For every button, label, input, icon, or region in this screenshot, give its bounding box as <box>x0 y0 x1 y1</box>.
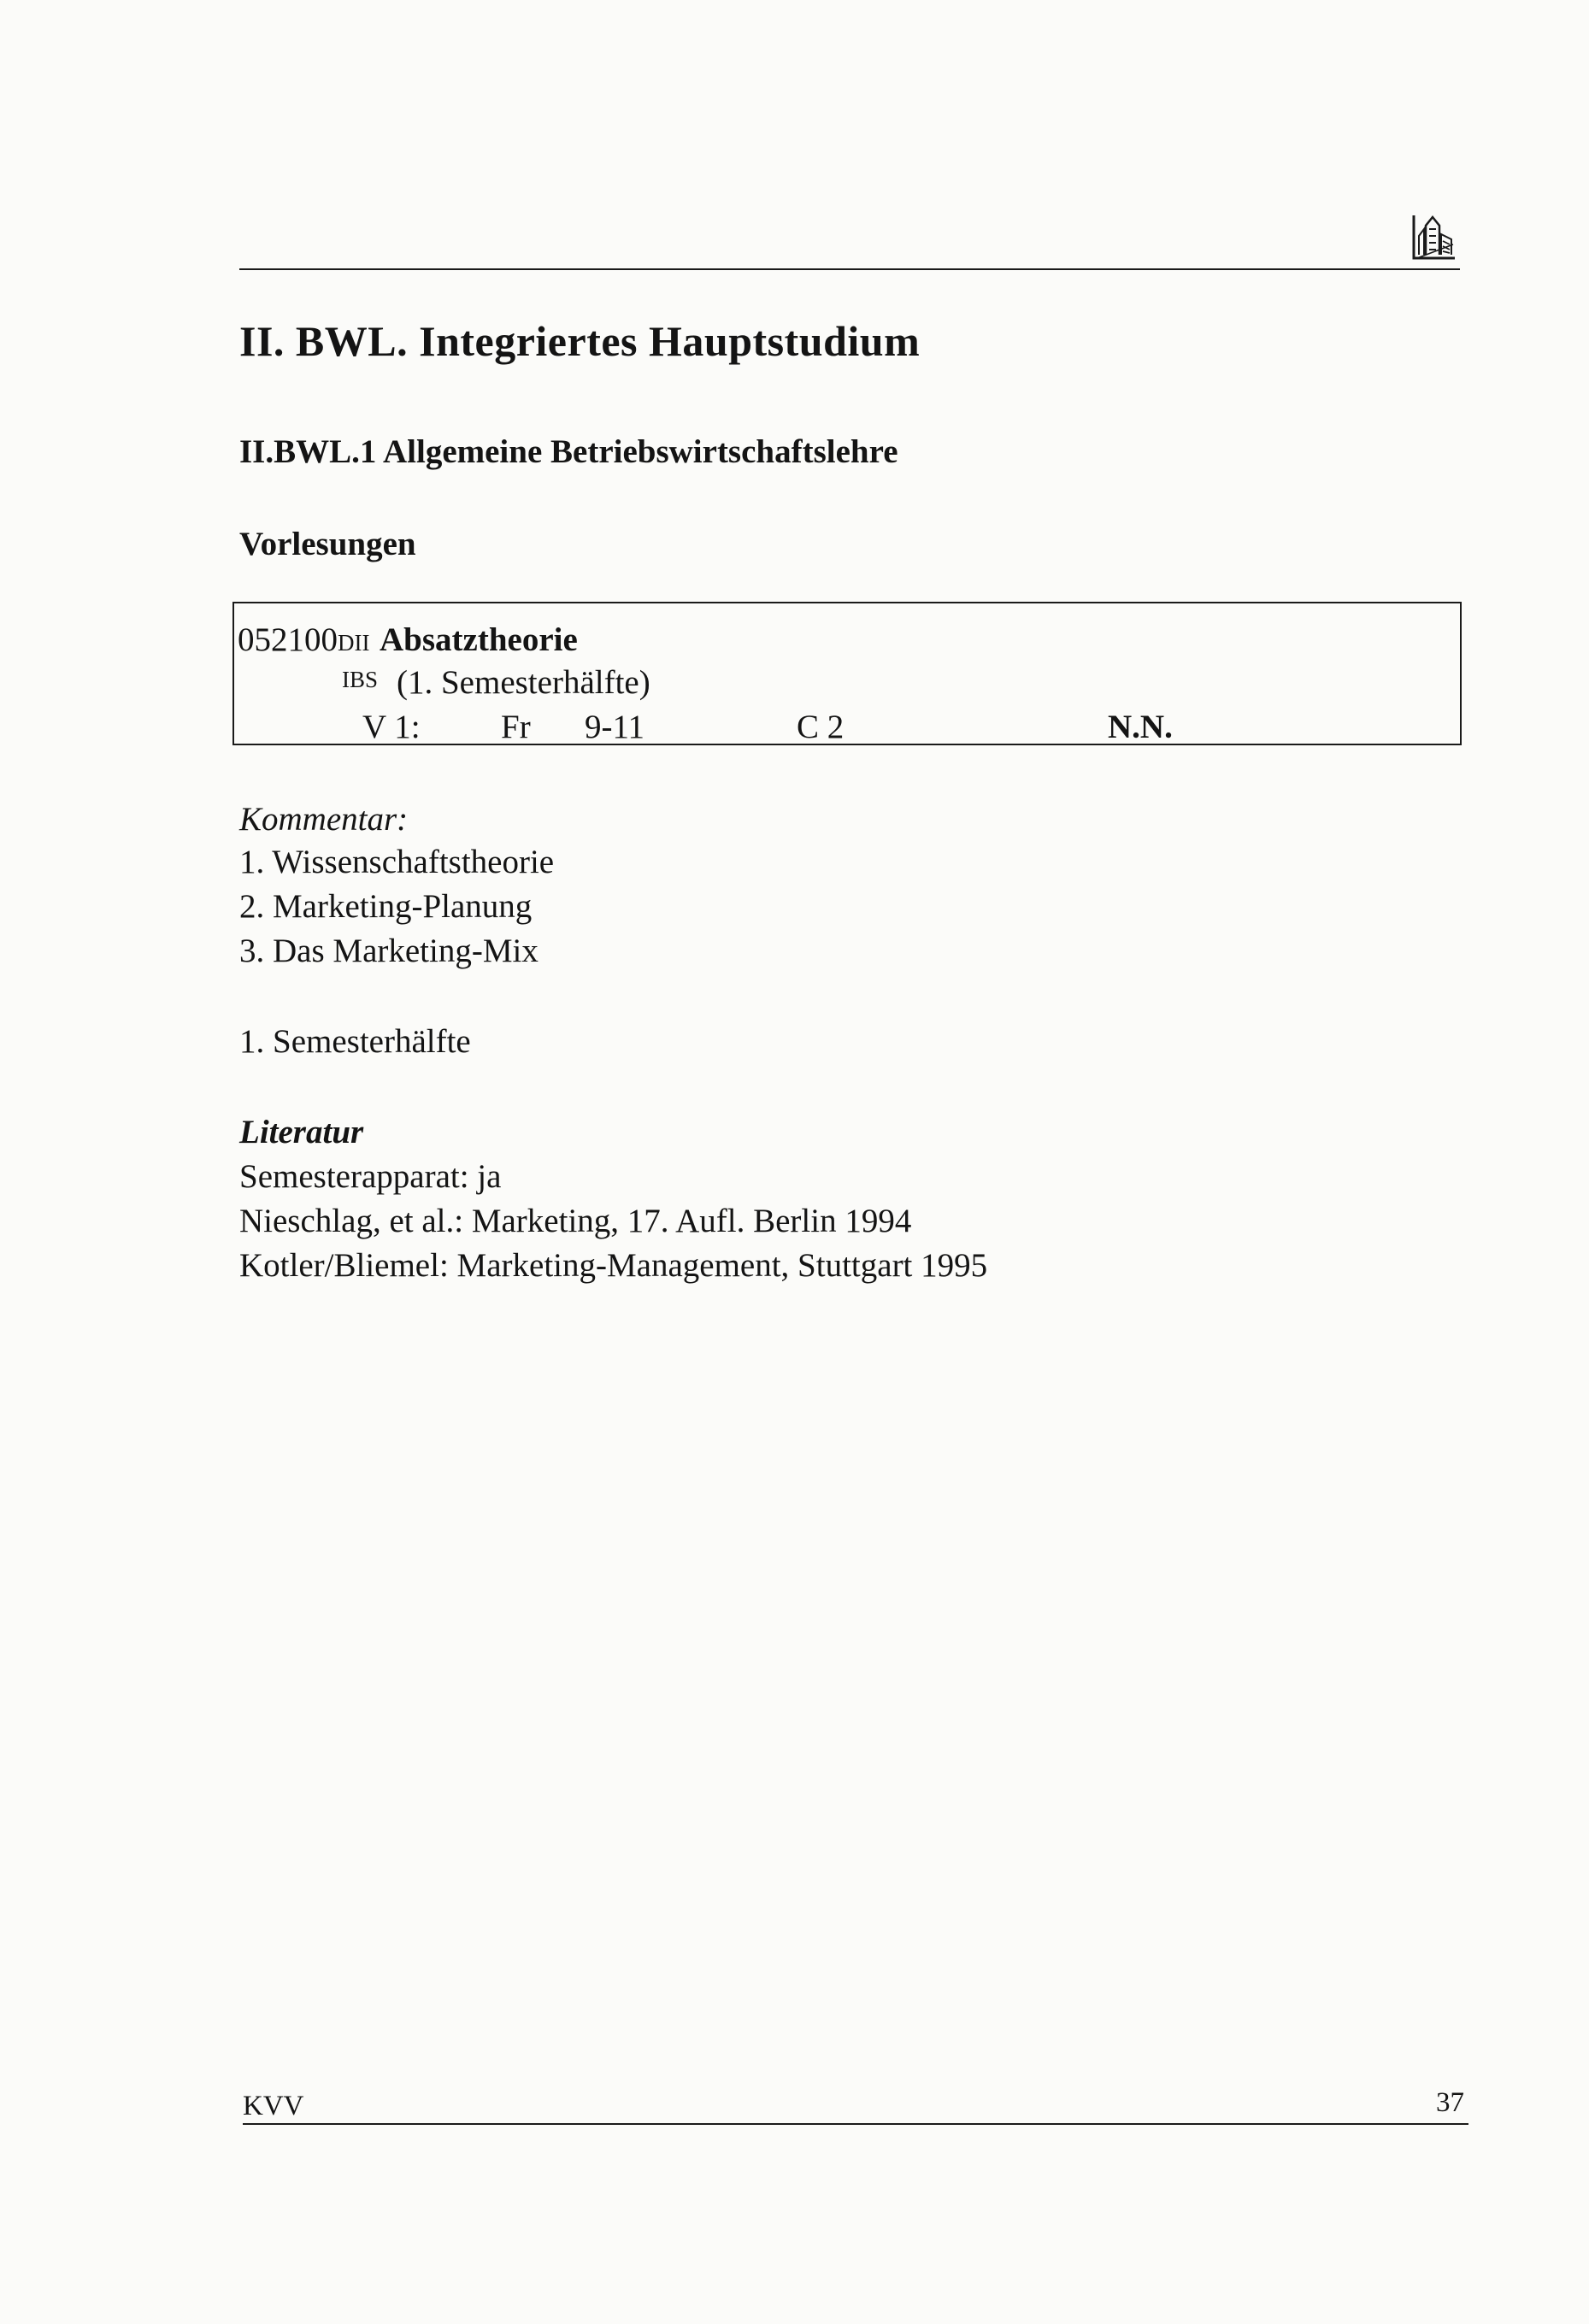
kommentar-note: 1. Semesterhälfte <box>239 1023 471 1060</box>
university-logo-icon <box>1410 210 1458 263</box>
course-number: 052100DII <box>238 621 370 658</box>
kommentar-item: 1. Wissenschaftstheorie <box>239 844 555 880</box>
course-note: (1. Semesterhälfte) <box>397 664 650 701</box>
subsection-title: II.BWL.1 Allgemeine Betriebswirtschaftslehre <box>239 433 898 470</box>
header-rule <box>239 268 1460 270</box>
kommentar-item: 3. Das Marketing-Mix <box>239 933 538 969</box>
course-room: C 2 <box>797 709 845 745</box>
literatur-label: Literatur <box>239 1114 364 1150</box>
literatur-line: Nieschlag, et al.: Marketing, 17. Aufl. Berlin 1994 <box>239 1203 912 1239</box>
course-number-suffix: DII <box>338 630 370 656</box>
footer-label: KVV <box>243 2091 304 2121</box>
course-type: V 1: <box>362 709 421 745</box>
course-time: 9-11 <box>585 709 645 745</box>
section-title: II. BWL. Integriertes Hauptstudium <box>239 317 921 365</box>
kommentar-label: Kommentar: <box>239 801 409 838</box>
course-entry-box <box>232 602 1462 745</box>
category-title: Vorlesungen <box>239 526 416 562</box>
course-title: Absatztheorie <box>380 621 578 658</box>
course-program: IBS <box>342 667 379 692</box>
course-day: Fr <box>501 709 531 745</box>
literatur-line: Kotler/Bliemel: Marketing-Management, Stuttgart 1995 <box>239 1247 988 1284</box>
literatur-line: Semesterapparat: ja <box>239 1158 502 1195</box>
footer-rule <box>243 2123 1468 2125</box>
kommentar-item: 2. Marketing-Planung <box>239 888 533 925</box>
course-lecturer: N.N. <box>1108 709 1173 745</box>
page-number: 37 <box>1436 2087 1464 2118</box>
